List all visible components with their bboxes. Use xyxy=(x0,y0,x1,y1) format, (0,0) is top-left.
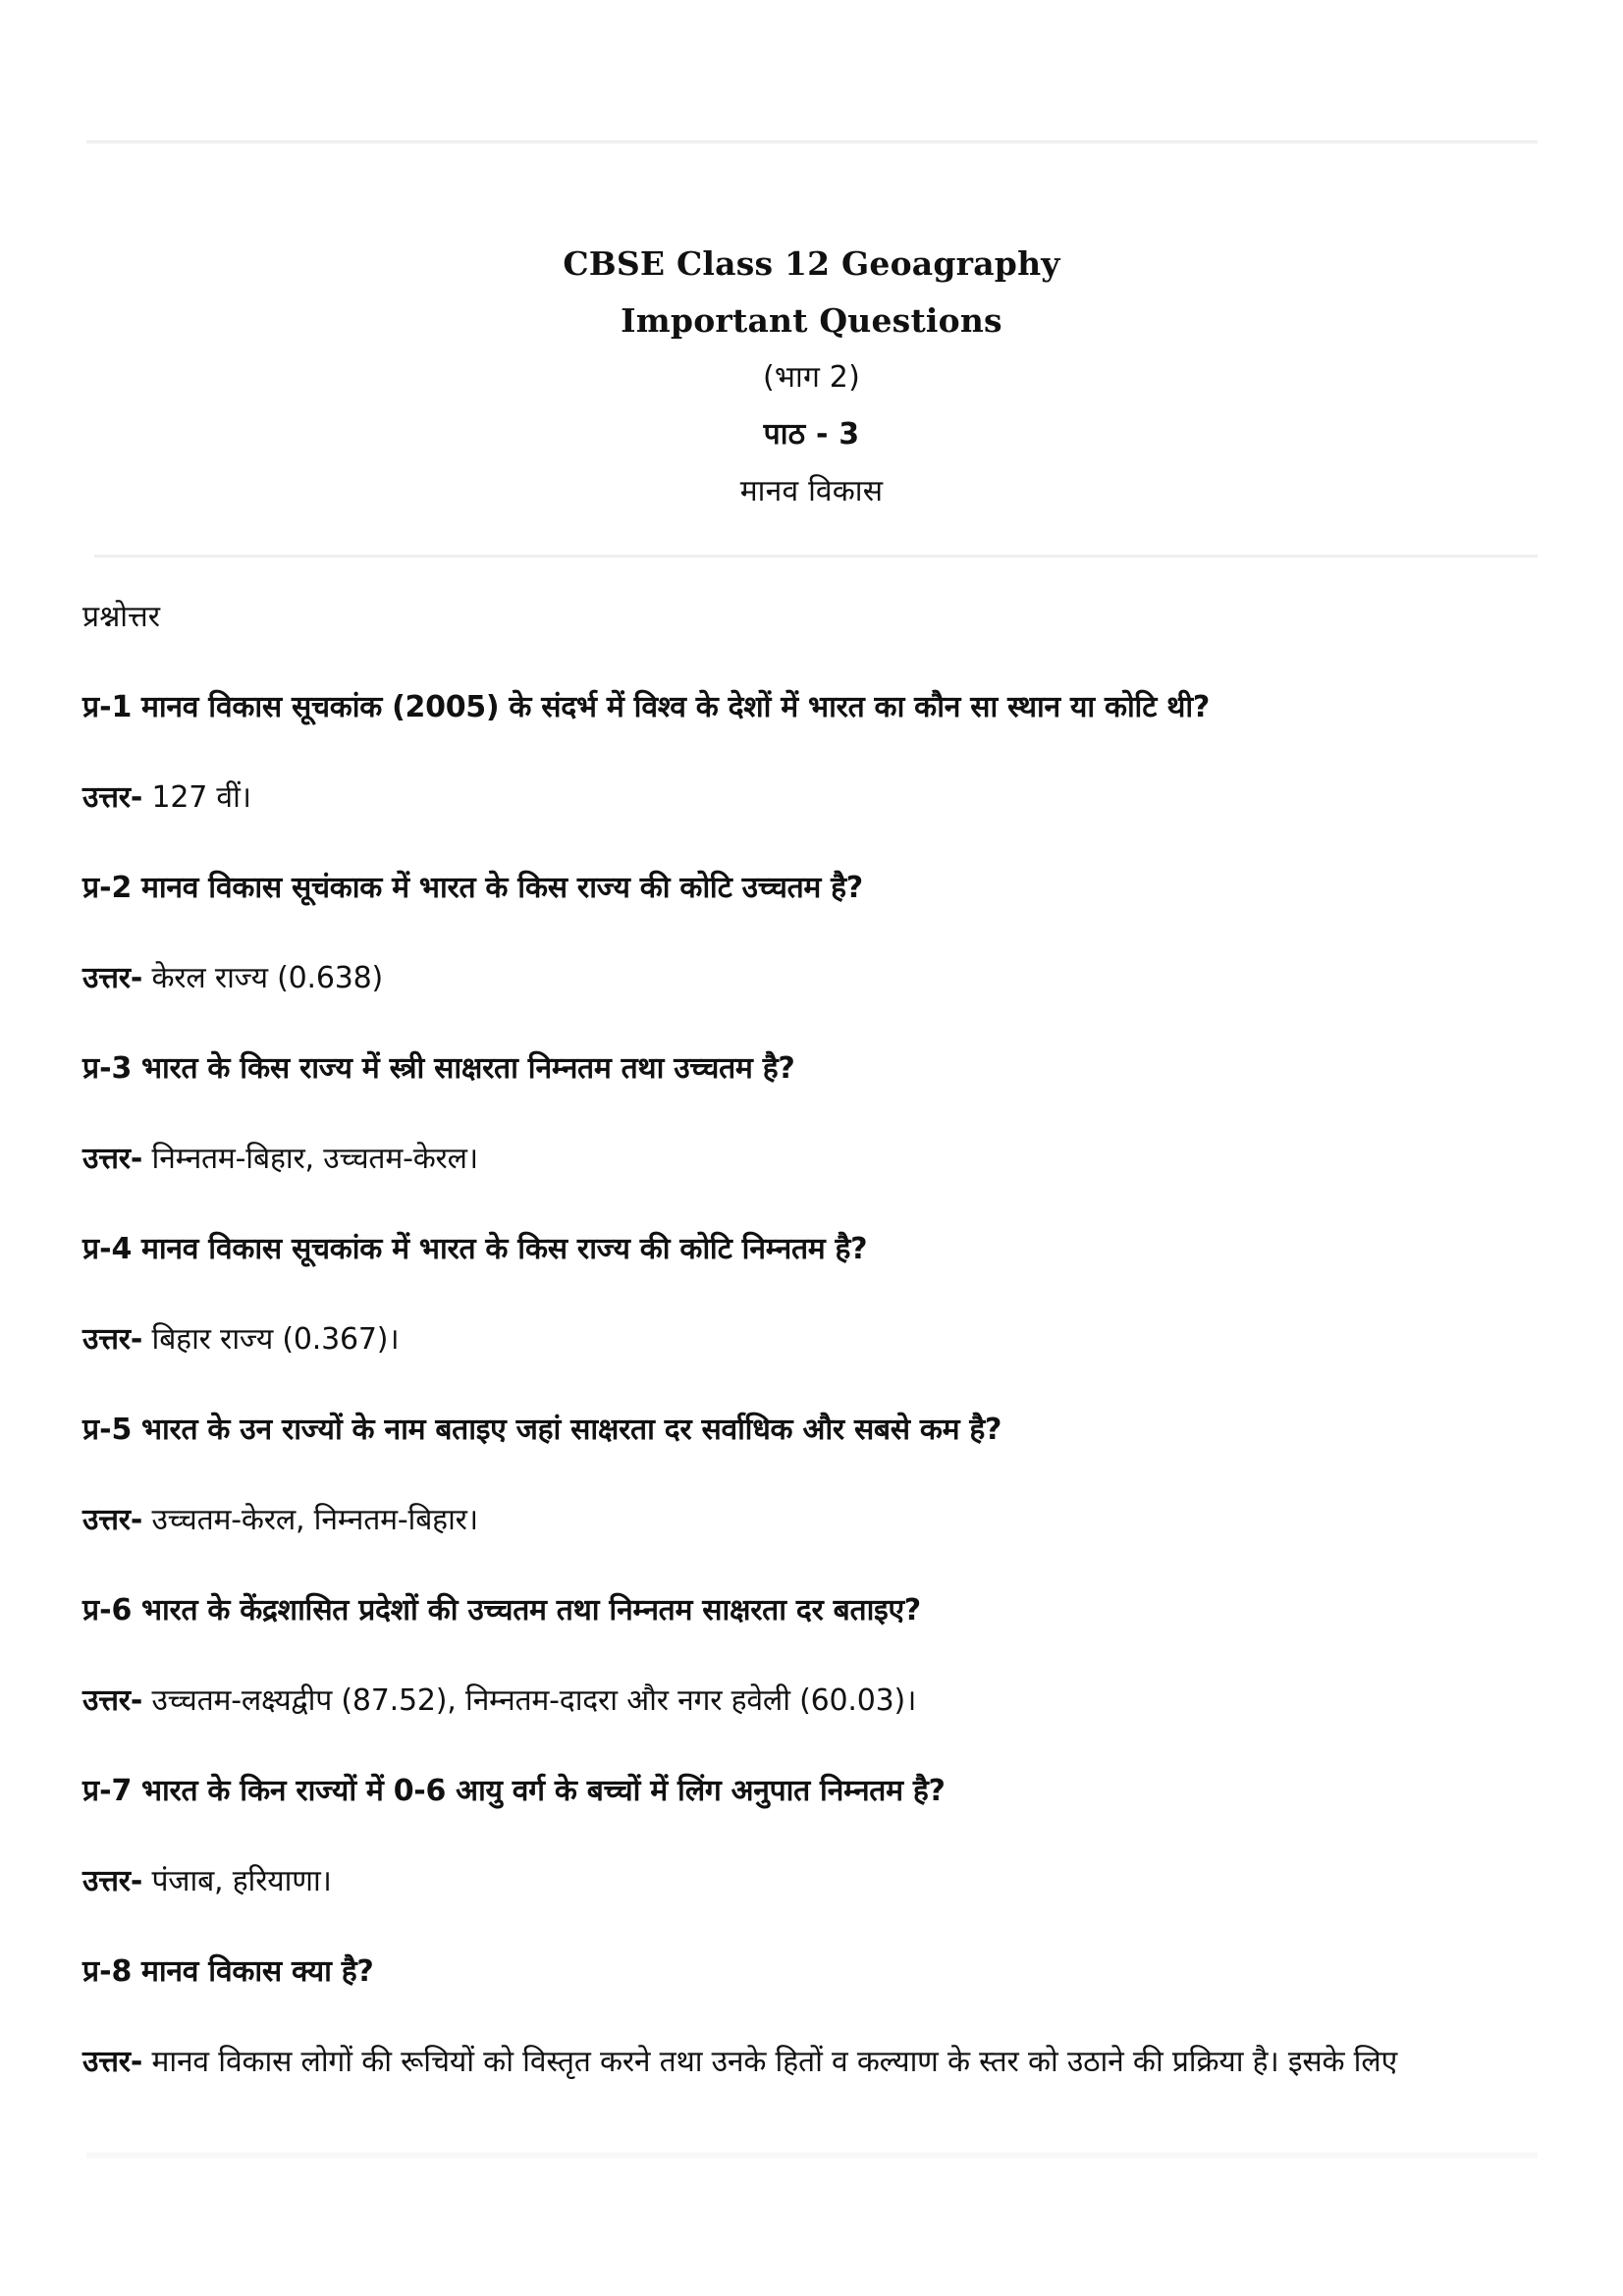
document-title: CBSE Class 12 Geoagraphy xyxy=(563,244,1060,283)
document-subtitle: Important Questions xyxy=(621,301,1002,340)
bottom-divider xyxy=(86,2153,1538,2159)
question-text: मानव विकास क्या है? xyxy=(140,1954,374,1989)
question-text: भारत के किन राज्यों में 0-6 आयु वर्ग के बच्चों में लिंग अनुपात निम्नतम है? xyxy=(140,1774,946,1808)
header-divider xyxy=(94,555,1538,558)
answer-label: उत्तर- xyxy=(82,1322,143,1357)
question-label: प्र-6 xyxy=(82,1593,133,1628)
answer-label: उत्तर- xyxy=(82,2045,143,2079)
answer-8 xyxy=(82,2038,1555,2087)
section-label: प्रश्नोत्तर xyxy=(82,600,161,634)
answer-text: निम्नतम-बिहार, उच्चतम-केरल। xyxy=(151,1142,478,1176)
answer-label: उत्तर- xyxy=(82,1864,143,1898)
answer-5 xyxy=(82,1496,1555,1545)
question-8 xyxy=(82,1948,1555,1997)
qa-section xyxy=(82,593,1555,2128)
answer-text: बिहार राज्य (0.367)। xyxy=(151,1322,400,1357)
answer-label: उत्तर- xyxy=(82,1503,143,1537)
question-label: प्र-4 xyxy=(82,1232,133,1266)
question-4 xyxy=(82,1225,1555,1274)
question-2 xyxy=(82,864,1555,913)
question-text: भारत के उन राज्यों के नाम बताइए जहां साक्षरता दर सर्वाधिक और सबसे कम है? xyxy=(140,1413,1002,1447)
question-text: भारत के केंद्रशासित प्रदेशों की उच्चतम तथा निम्नतम साक्षरता दर बताइए? xyxy=(140,1593,921,1628)
question-text: भारत के किस राज्य में स्त्री साक्षरता निम्नतम तथा उच्चतम है? xyxy=(140,1051,795,1086)
answer-text: 127 वीं। xyxy=(151,780,251,815)
question-label: प्र-8 xyxy=(82,1954,133,1989)
question-label: प्र-1 xyxy=(82,690,133,724)
answer-text: उच्चतम-लक्ष्यद्वीप (87.52), निम्नतम-दादरा और नगर हवेली (60.03)। xyxy=(151,1683,917,1718)
question-6 xyxy=(82,1586,1555,1635)
question-label: प्र-3 xyxy=(82,1051,133,1086)
top-divider xyxy=(86,140,1538,144)
question-label: प्र-5 xyxy=(82,1413,133,1447)
answer-1 xyxy=(82,774,1555,823)
answer-6 xyxy=(82,1677,1555,1726)
question-text: मानव विकास सूचंकाक में भारत के किस राज्य की कोटि उच्चतम है? xyxy=(140,871,863,905)
answer-label: उत्तर- xyxy=(82,1142,143,1176)
answer-label: उत्तर- xyxy=(82,1683,143,1718)
answer-7 xyxy=(82,1857,1555,1906)
part-label: (भाग 2) xyxy=(763,360,860,395)
chapter-title: मानव विकास xyxy=(739,474,884,508)
question-label: प्र-7 xyxy=(82,1774,133,1808)
question-1 xyxy=(82,683,1555,732)
answer-4 xyxy=(82,1315,1555,1364)
answer-text: पंजाब, हरियाणा। xyxy=(151,1864,332,1898)
answer-text: केरल राज्य (0.638) xyxy=(151,961,384,995)
answer-2 xyxy=(82,954,1555,1003)
chapter-number: पाठ - 3 xyxy=(763,417,860,452)
question-5 xyxy=(82,1406,1555,1455)
question-7 xyxy=(82,1767,1555,1816)
question-label: प्र-2 xyxy=(82,871,133,905)
answer-text: उच्चतम-केरल, निम्नतम-बिहार। xyxy=(151,1503,478,1537)
question-3 xyxy=(82,1044,1555,1094)
question-text: मानव विकास सूचकांक (2005) के संदर्भ में विश्व के देशों में भारत का कौन सा स्थान या कोटि थी? xyxy=(140,690,1210,724)
answer-label: उत्तर- xyxy=(82,780,143,815)
question-text: मानव विकास सूचकांक में भारत के किस राज्य की कोटि निम्नतम है? xyxy=(140,1232,868,1266)
document-header xyxy=(0,236,1623,520)
answer-3 xyxy=(82,1135,1555,1184)
answer-label: उत्तर- xyxy=(82,961,143,995)
answer-text: मानव विकास लोगों की रूचियों को विस्तृत करने तथा उनके हितों व कल्याण के स्तर को उठाने की प्रक्रिया है। इसके लिए xyxy=(151,2045,1397,2079)
